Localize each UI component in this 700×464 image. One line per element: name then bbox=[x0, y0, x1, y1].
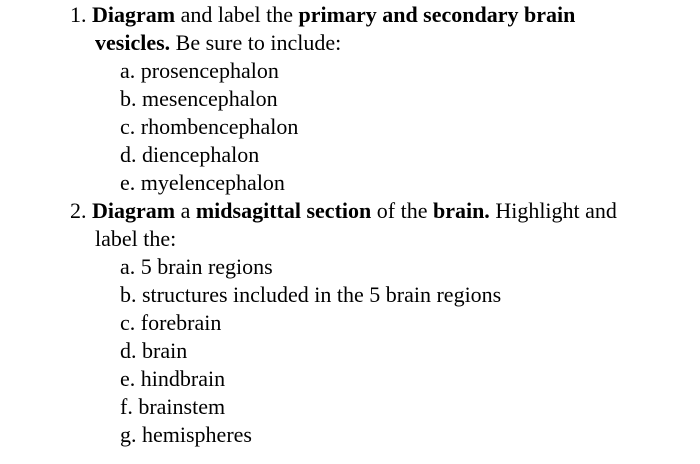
question-1-line-2 bbox=[95, 30, 341, 56]
question-2-item-g: g. hemispheres bbox=[120, 422, 252, 447]
question-1-bold-diagram: Diagram bbox=[92, 2, 176, 27]
question-2-text-a: a bbox=[175, 198, 196, 223]
question-2-line-1 bbox=[70, 198, 617, 224]
question-2-bold-brain: brain. bbox=[432, 198, 490, 223]
question-1-text: and label the bbox=[175, 2, 299, 27]
question-1-item-e: e. myelencephalon bbox=[120, 170, 285, 195]
question-1-line-1 bbox=[70, 2, 575, 28]
question-2-item-e: e. hindbrain bbox=[120, 366, 226, 391]
question-1-bold-topic: primary and secondary brain bbox=[298, 2, 576, 27]
question-2-item-d: d. brain bbox=[120, 338, 188, 363]
question-2-bold-section: midsagittal section bbox=[195, 198, 372, 223]
question-1-item-c: c. rhombencephalon bbox=[120, 114, 299, 139]
question-1-number: 1. bbox=[70, 2, 87, 27]
question-2-item-b: b. structures included in the 5 brain regions bbox=[120, 282, 502, 307]
question-2-number: 2. bbox=[70, 198, 87, 223]
question-1-item-d: d. diencephalon bbox=[120, 142, 260, 167]
question-2-item-c: c. forebrain bbox=[120, 310, 222, 335]
question-2-item-a: a. 5 brain regions bbox=[120, 254, 273, 279]
question-2-bold-diagram: Diagram bbox=[92, 198, 176, 223]
question-2-line-2: label the: bbox=[95, 226, 177, 251]
question-1-bold-vesicles: vesicles. bbox=[95, 30, 171, 55]
question-1-instruction: Be sure to include: bbox=[170, 30, 342, 55]
question-2-text-of-the: of the bbox=[371, 198, 433, 223]
question-1-item-a: a. prosencephalon bbox=[120, 58, 279, 83]
question-1-item-b: b. mesencephalon bbox=[120, 86, 278, 111]
question-2-text-highlight: Highlight and bbox=[489, 198, 617, 223]
question-2-item-f: f. brainstem bbox=[120, 394, 226, 419]
